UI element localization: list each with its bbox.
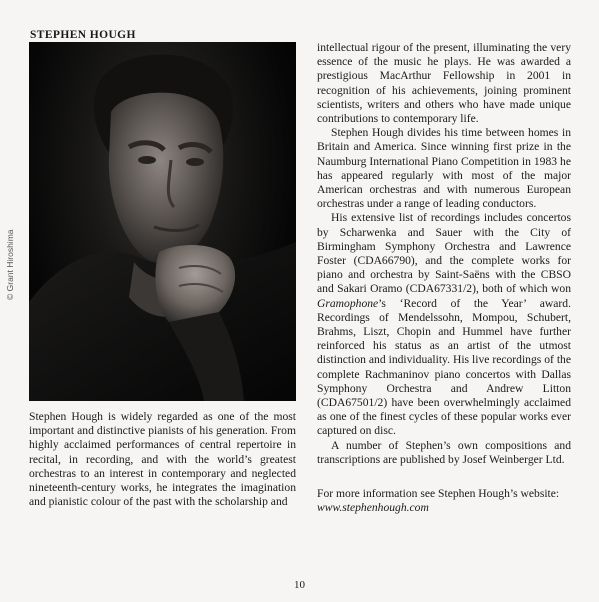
gramophone-title: Gramophone xyxy=(317,296,379,310)
bio-paragraph-1: Stephen Hough is widely regarded as one of the most important and distinctive pianists of his generation. From highly acclaimed performances of central repertoire in recital, in recording, and with the world’s greatest orchestras to an interest in contemporary and neglected nineteenth-century works, he integrates the imagination and pianistic colour of the past with the scholarship and xyxy=(29,410,296,509)
portrait-photo xyxy=(29,42,296,401)
bio-paragraph-3 xyxy=(317,211,571,438)
photo-credit: © Grant Hiroshima xyxy=(5,229,15,300)
bio-paragraph-2: Stephen Hough divides his time between homes in Britain and America. Since winning first prize in the Naumburg International Piano Competition in 1983 he has appeared regularly with most of the major American orchestras and with numerous European orchestras under a range of leading conductors. xyxy=(317,126,571,211)
portrait-illustration xyxy=(29,42,296,401)
recordings-text-before: His extensive list of recordings includes concertos by Scharwenka and Sauer with the City of Birmingham Symphony Orchestra and Lawrence Foster (CDA66790), and the complete works for piano and orchestra by Saint-Saëns with the CBSO and Sakari Oramo (CDA67331/2), both of which won xyxy=(317,211,571,296)
recordings-text-after: ’s ‘Record of the Year’ award. Recordings of Mendelssohn, Mompou, Schubert, Brahms, Liszt, Chopin and Hummel have further reinforced his status as an artist of the utmost distinction and individuality. His live recordings of the complete Rachmaninov piano concertos with Dallas Symphony Orchestra and Andrew Litton (CDA67501/2) have been overwhelmingly acclaimed as one of the finest cycles of these popular works ever captured on disc. xyxy=(317,296,571,438)
more-info xyxy=(317,487,577,515)
info-line: For more information see Stephen Hough’s website: xyxy=(317,487,560,500)
website-link[interactable]: www.stephenhough.com xyxy=(317,501,429,515)
section-heading: STEPHEN HOUGH xyxy=(30,29,136,41)
bio-paragraph-4: A number of Stephen’s own compositions and transcriptions are published by Josef Weinberger Ltd. xyxy=(317,438,571,466)
bio-paragraph-1-continued: intellectual rigour of the present, illuminating the very essence of the music he plays. He was awarded a prestigious MacArthur Fellowship in 2001 in recognition of his achievements, joining prominent scientists, writers and others who have made unique contributions to contemporary life. xyxy=(317,41,571,126)
page-number: 10 xyxy=(294,579,305,591)
left-column xyxy=(29,410,296,509)
right-column xyxy=(317,41,571,467)
